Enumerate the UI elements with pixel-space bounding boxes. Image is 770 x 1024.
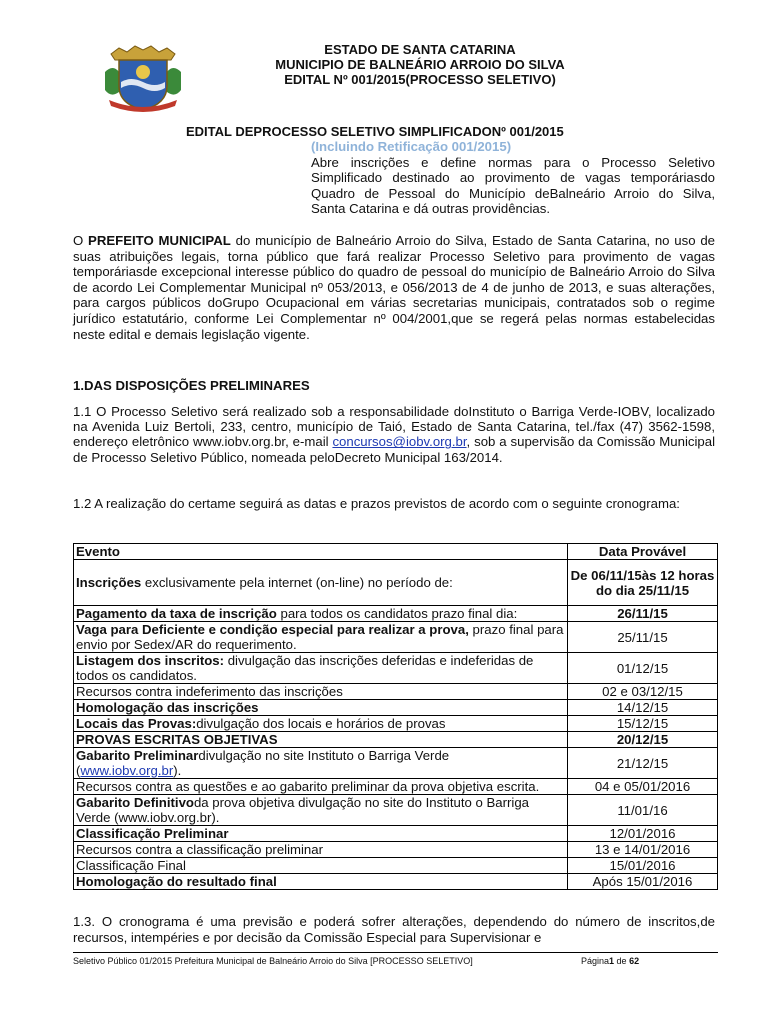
date-cell: 04 e 05/01/2016 [568,779,718,795]
section-1-title: 1.DAS DISPOSIÇÕES PRELIMINARES [73,378,310,393]
schedule-table [73,543,718,890]
event-cell: Recursos contra indeferimento das inscrições [74,684,568,700]
table-row [74,560,718,606]
date-cell: 15/01/2016 [568,858,718,874]
retificacao-note: (Incluindo Retificação 001/2015) [311,139,512,154]
event-cell: Locais das Provas:divulgação dos locais e horários de provas [74,716,568,732]
table-row [74,858,718,874]
table-row [74,732,718,748]
event-cell: Inscrições exclusivamente pela internet (on-line) no período de: [74,560,568,606]
table-row [74,842,718,858]
date-cell: 26/11/15 [568,606,718,622]
paragraph-1-2: 1.2 A realização do certame seguirá as datas e prazos previstos de acordo com o seguinte cronograma: [73,496,680,511]
page-number: Página1 de 62 [581,956,640,966]
email-link[interactable]: concursos@iobv.org.br [332,434,467,450]
paragraph-1-3: 1.3. O cronograma é uma previsão e poderá sofrer alterações, dependendo do número de inscritos,de recursos, intempéries e por decisão da Comissão Especial para Supervisionar e [73,914,715,945]
table-row [74,606,718,622]
event-cell: Gabarito Definitivoda prova objetiva divulgação no site do Instituto o Barriga Verde (www.iobv.org.br). [74,795,568,826]
event-cell: Homologação das inscrições [74,700,568,716]
event-cell: Recursos contra as questões e ao gabarito preliminar da prova objetiva escrita. [74,779,568,795]
page-footer [73,952,718,967]
header-state: ESTADO DE SANTA CATARINA [324,42,516,57]
table-row [74,874,718,890]
table-row [74,748,718,779]
date-cell: 02 e 03/12/15 [568,684,718,700]
date-cell: 11/01/16 [568,795,718,826]
footer-text: Seletivo Público 01/2015 Prefeitura Municipal de Balneário Arroio do Silva [PROCESSO SELETIVO] [73,956,473,966]
summary-line-4: Santa Catarina e dá outras providências. [311,201,550,216]
summary-line-3: Quadro de Pessoal do Município deBalneário Arroio do Silva, [311,186,715,201]
event-cell: Classificação Final [74,858,568,874]
date-cell: 21/12/15 [568,748,718,779]
header-edital: EDITAL Nº 001/2015(PROCESSO SELETIVO) [284,72,556,87]
table-row [74,622,718,653]
event-cell: Classificação Preliminar [74,826,568,842]
summary-line-1: Abre inscrições e define normas para o Processo Seletivo [311,155,715,170]
intro-bold: PREFEITO MUNICIPAL [88,233,231,248]
event-cell: Gabarito Preliminardivulgação no site Instituto o Barriga Verde (www.iobv.org.br). [74,748,568,779]
date-cell: 12/01/2016 [568,826,718,842]
table-row [74,716,718,732]
table-row [74,795,718,826]
date-cell: 14/12/15 [568,700,718,716]
iobv-link[interactable]: www.iobv.org.br [80,763,174,778]
header-event: Evento [74,544,568,560]
event-cell: Vaga para Deficiente e condição especial para realizar a prova, prazo final para envio por Sedex/AR do requerimento. [74,622,568,653]
date-cell: 01/12/15 [568,653,718,684]
intro-paragraph: O PREFEITO MUNICIPAL do município de Balneário Arroio do Silva, Estado de Santa Catarina, no uso de suas atribuições legais, torna público que fará realizar Processo Seletivo para provimento de vagas temporáriasde excepcional interesse público do quadro de pessoal do município de Balneário Arroio do Silva de acordo Lei Complementar Municipal nº 053/2013, e 056/2013 de 4 de junho de 2013, e suas alterações, para cargos públicos doGrupo Ocupacional em várias secretarias municipais, contratados sob o regime jurídico estatutário, conforme Lei Complementar nº 004/2001,que se regerá pelas normas estabelecidas neste edital e demais legislação vigente. [73,233,716,342]
header-municipality: MUNICIPIO DE BALNEÁRIO ARROIO DO SILVA [275,57,565,72]
edital-title: EDITAL DEPROCESSO SELETIVO SIMPLIFICADONº 001/2015 [186,124,564,139]
table-row [74,653,718,684]
table-row [74,779,718,795]
event-cell: PROVAS ESCRITAS OBJETIVAS [74,732,568,748]
date-cell: 13 e 14/01/2016 [568,842,718,858]
event-cell: Listagem dos inscritos: divulgação das inscrições deferidas e indeferidas de todos os candidatos. [74,653,568,684]
date-cell: 25/11/15 [568,622,718,653]
table-row [74,700,718,716]
event-cell: Pagamento da taxa de inscrição para todos os candidatos prazo final dia: [74,606,568,622]
event-cell: Recursos contra a classificação preliminar [74,842,568,858]
date-cell: 15/12/15 [568,716,718,732]
municipal-coat-of-arms [103,42,183,112]
table-row [74,826,718,842]
paragraph-1-1: 1.1 O Processo Seletivo será realizado sob a responsabilidade doInstituto o Barriga Verde-IOBV, localizado na Avenida Luiz Bertoli, 233, centro, município de Taió, Estado de Santa Catarina, tel./fax (47) 3562-1598, endereço eletrônico www.iobv.org.br, e-mail concursos@iobv.org.br, sob a supervisão da Comissão Municipal de Processo Seletivo Público, nomeada peloDecreto Municipal 163/2014. [73,404,715,465]
header-date: Data Provável [568,544,718,560]
summary-line-2: Simplificado destinado ao provimento de vagas temporáriasdo [311,170,715,185]
date-cell: De 06/11/15às 12 horas do dia 25/11/15 [568,560,718,606]
date-cell: 20/12/15 [568,732,718,748]
table-header-row [74,544,718,560]
event-cell: Homologação do resultado final [74,874,568,890]
table-row [74,684,718,700]
date-cell: Após 15/01/2016 [568,874,718,890]
